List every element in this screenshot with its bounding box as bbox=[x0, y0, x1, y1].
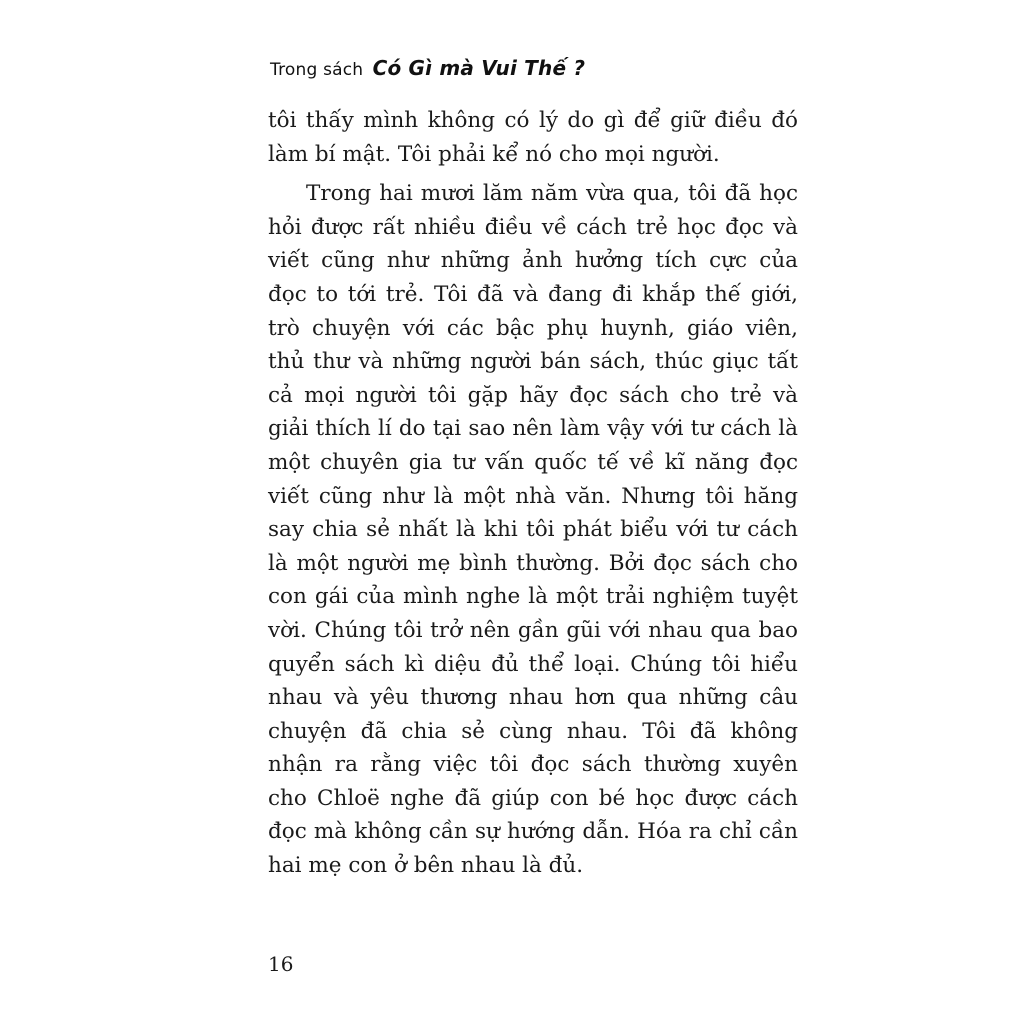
running-head-book-title: Có Gì mà Vui Thế ? bbox=[372, 56, 586, 80]
paragraph-continued: tôi thấy mình không có lý do gì để giữ điều đó làm bí mật. Tôi phải kể nó cho mọi người. bbox=[268, 108, 798, 167]
running-head bbox=[270, 56, 585, 80]
page-number: 16 bbox=[268, 952, 294, 976]
body-text bbox=[268, 104, 798, 883]
paragraph: Trong hai mươi lăm năm vừa qua, tôi đã học hỏi được rất nhiều điều về cách trẻ học đọc và viết cũng như những ảnh hưởng tích cực của đọc to tới trẻ. Tôi đã và đang đi khắp thế giới, trò chuyện với các bậc phụ huynh, giáo viên, thủ thư và những người bán sách, thúc giục tất cả mọi người tôi gặp hãy đọc sách cho trẻ và giải thích lí do tại sao nên làm vậy với tư cách là một chuyên gia tư vấn quốc tế về kĩ năng đọc viết cũng như là một nhà văn. Nhưng tôi hăng say chia sẻ nhất là khi tôi phát biểu với tư cách là một người mẹ bình thường. Bởi đọc sách cho con gái của mình nghe là một trải nghiệm tuyệt vời. Chúng tôi trở nên gần gũi với nhau qua bao quyển sách kì diệu đủ thể loại. Chúng tôi hiểu nhau và yêu thương nhau hơn qua những câu chuyện đã chia sẻ cùng nhau. Tôi đã không nhận ra rằng việc tôi đọc sách thường xuyên cho Chloë nghe đã giúp con bé học được cách đọc mà không cần sự hướng dẫn. Hóa ra chỉ cần hai mẹ con ở bên nhau là đủ. bbox=[268, 181, 798, 879]
running-head-prefix: Trong sách bbox=[270, 60, 364, 80]
